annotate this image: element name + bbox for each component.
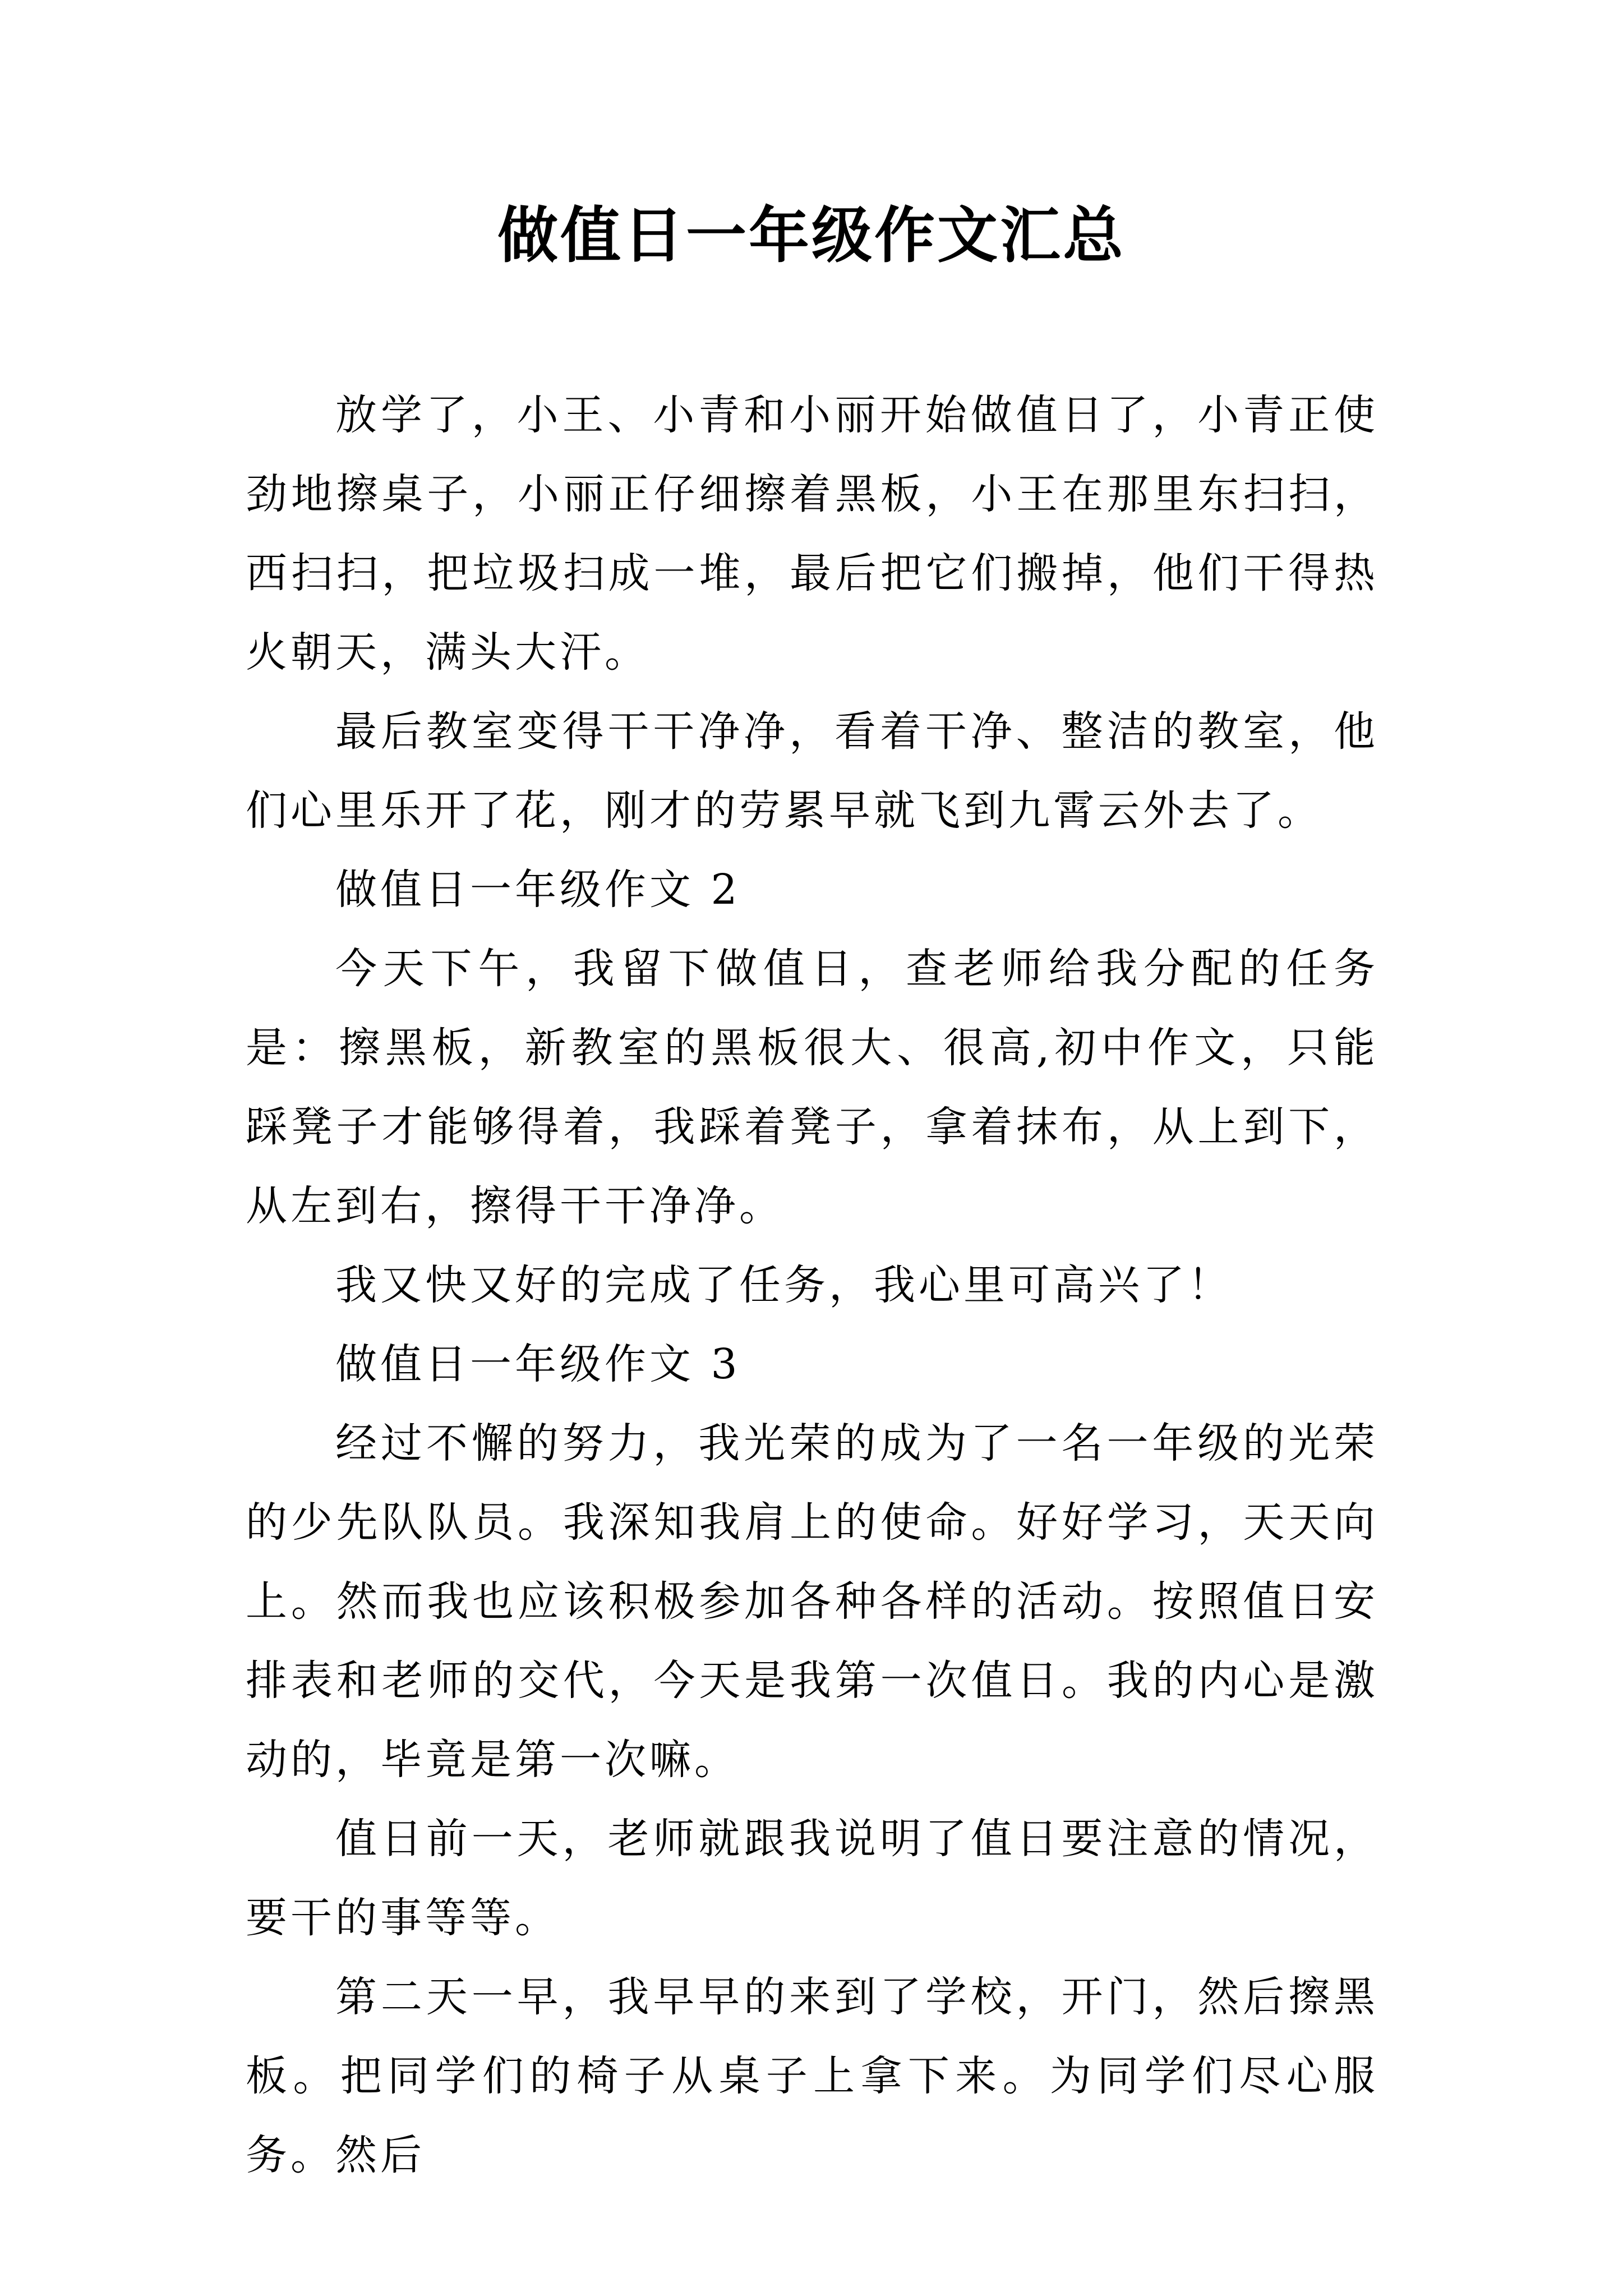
document-title: 做值日一年级作文汇总: [497, 200, 1126, 271]
section-heading: 做值日一年级作文 3: [335, 1340, 741, 1388]
paragraph: 最后教室变得干干净净，看着干净、整洁的教室，他们心里乐开了花，刚才的劳累早就飞到九霄云外去了。: [246, 707, 1378, 835]
section-heading: 做值日一年级作文 2: [335, 866, 741, 914]
paragraph: 今天下午，我留下做值日，查老师给我分配的任务是：擦黑板，新教室的黑板很大、很高,初中作文，只能踩凳子才能够得着，我踩着凳子，拿着抹布，从上到下，从左到右，擦得干干净净。: [246, 945, 1378, 1230]
paragraph: 值日前一天，老师就跟我说明了值日要注意的情况，要干的事等等。: [246, 1815, 1378, 1942]
document-body: [246, 376, 1378, 2195]
paragraph: 第二天一早，我早早的来到了学校，开门，然后擦黑板。把同学们的椅子从桌子上拿下来。为同学们尽心服务。然后: [246, 1973, 1378, 2179]
paragraph: 放学了，小王、小青和小丽开始做值日了，小青正使劲地擦桌子，小丽正仔细擦着黑板，小王在那里东扫扫，西扫扫，把垃圾扫成一堆，最后把它们搬掉，他们干得热火朝天，满头大汗。: [246, 391, 1378, 677]
paragraph: 我又快又好的完成了任务，我心里可高兴了！: [335, 1261, 1233, 1309]
paragraph: 经过不懈的努力，我光荣的成为了一名一年级的光荣的少先队队员。我深知我肩上的使命。好好学习，天天向上。然而我也应该积极参加各种各样的活动。按照值日安排表和老师的交代，今天是我第一次值日。我的内心是激动的，毕竟是第一次嘛。: [246, 1419, 1378, 1784]
